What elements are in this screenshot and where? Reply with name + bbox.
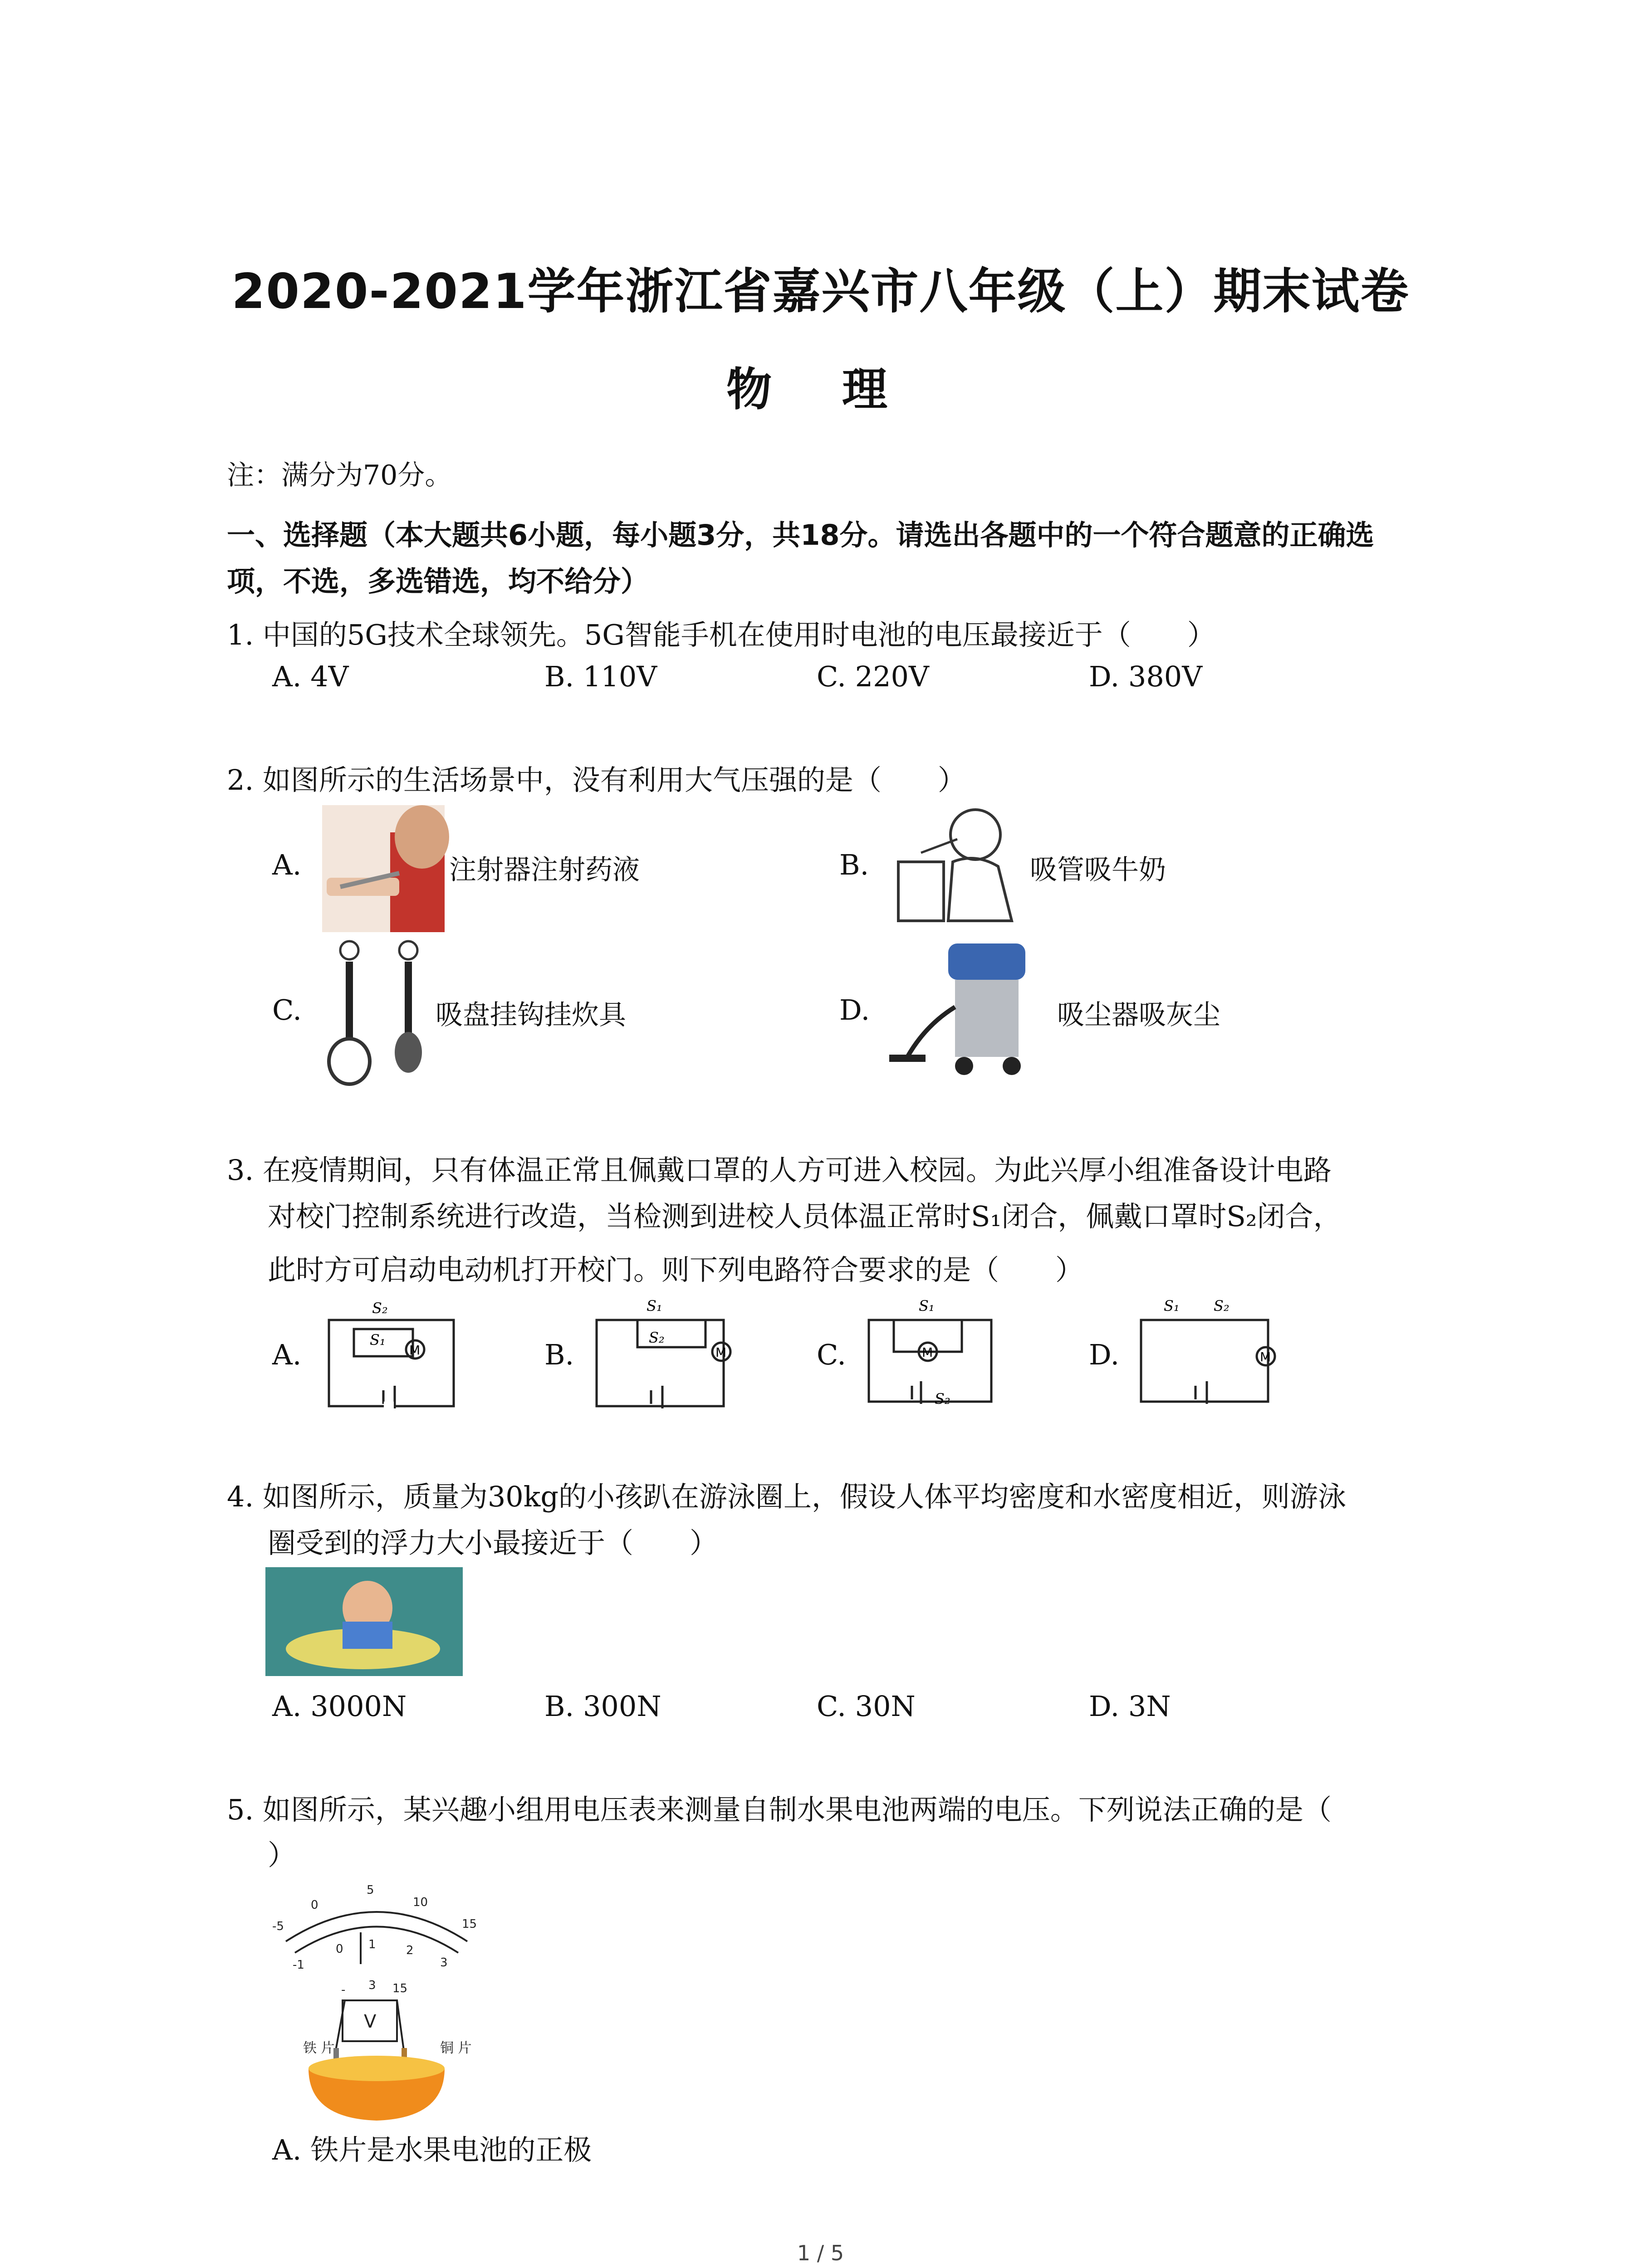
question-2-option-b-label: B. bbox=[839, 848, 869, 881]
question-2-option-c-text: 吸盘挂钩挂炊具 bbox=[436, 999, 626, 1031]
lower-tick-0: 0 bbox=[336, 1942, 343, 1956]
straw-milk-image bbox=[889, 803, 1025, 925]
circuit-diagram-c bbox=[867, 1297, 1003, 1411]
circuit-diagram-b bbox=[594, 1297, 730, 1411]
circuit-diagram-a bbox=[327, 1302, 458, 1411]
lower-tick-2: 2 bbox=[406, 1944, 414, 1957]
question-1-stem: 1. 中国的5G技术全球领先。5G智能手机在使用时电池的电压最接近于（ ） bbox=[227, 618, 1215, 651]
circuit-a-motor-label: M bbox=[409, 1343, 421, 1358]
vacuum-cleaner-image bbox=[889, 934, 1053, 1080]
question-3-stem-line1: 3. 在疫情期间，只有体温正常且佩戴口罩的人方可进入校园。为此兴厚小组准备设计电路 bbox=[227, 1154, 1332, 1187]
question-5-stem-line1: 5. 如图所示，某兴趣小组用电压表来测量自制水果电池两端的电压。下列说法正确的是（ bbox=[227, 1793, 1332, 1826]
question-1-option-a: A. 4V bbox=[272, 660, 349, 693]
question-3-stem-line2: 对校门控制系统进行改造，当检测到进校人员体温正常时S₁闭合，佩戴口罩时S₂闭合， bbox=[268, 1200, 1342, 1233]
circuit-d-s1-label: S₁ bbox=[1164, 1297, 1180, 1315]
circuit-a-s2-label: S₂ bbox=[372, 1300, 388, 1317]
circuit-c-s1-label: S₁ bbox=[919, 1297, 935, 1315]
question-2-option-c-label: C. bbox=[272, 993, 302, 1026]
section-heading-line1: 一、选择题（本大题共6小题，每小题3分，共18分。请选出各题中的一个符合题意的正确选 bbox=[227, 518, 1374, 552]
child-swim-ring-image bbox=[265, 1567, 463, 1676]
page-subtitle: 物 理 bbox=[726, 363, 915, 416]
question-4-stem-line2: 圈受到的浮力大小最接近于（ ） bbox=[268, 1526, 718, 1559]
question-2-stem: 2. 如图所示的生活场景中，没有利用大气压强的是（ ） bbox=[227, 763, 966, 797]
circuit-c-s2-label: S₂ bbox=[935, 1390, 950, 1408]
question-4-option-c: C. 30N bbox=[817, 1690, 916, 1723]
upper-tick-5: 5 bbox=[367, 1883, 374, 1897]
upper-tick-10: 10 bbox=[413, 1896, 428, 1909]
circuit-a-s1-label: S₁ bbox=[370, 1331, 386, 1349]
page-number: 1 / 5 bbox=[797, 2241, 844, 2265]
voltmeter-symbol: V bbox=[364, 2011, 377, 2032]
score-note: 注：满分为70分。 bbox=[227, 459, 452, 491]
page-title: 2020-2021学年浙江省嘉兴市八年级（上）期末试卷 bbox=[231, 264, 1410, 319]
lower-tick-3: 3 bbox=[440, 1956, 448, 1970]
question-4-option-b: B. 300N bbox=[544, 1690, 661, 1723]
section-heading-line2: 项，不选，多选错选，均不给分） bbox=[227, 565, 649, 598]
question-2-option-a-label: A. bbox=[272, 848, 302, 881]
voltmeter-fruit-battery-diagram bbox=[268, 1873, 485, 2127]
question-3-option-c-label: C. bbox=[817, 1338, 846, 1371]
lower-tick-minus1: -1 bbox=[293, 1958, 304, 1972]
circuit-b-motor-label: M bbox=[715, 1345, 727, 1360]
question-1-option-d: D. 380V bbox=[1089, 660, 1203, 693]
terminal-minus: - bbox=[341, 1983, 346, 1997]
question-3-stem-line3: 此时方可启动电动机打开校门。则下列电路符合要求的是（ ） bbox=[268, 1253, 1084, 1286]
circuit-diagram-d bbox=[1139, 1297, 1279, 1411]
upper-tick-15: 15 bbox=[462, 1917, 477, 1931]
question-4-stem-line1: 4. 如图所示，质量为30kg的小孩趴在游泳圈上，假设人体平均密度和水密度相近，则游泳 bbox=[227, 1480, 1347, 1513]
question-2-option-b-text: 吸管吸牛奶 bbox=[1030, 854, 1166, 886]
question-5-option-a: A. 铁片是水果电池的正极 bbox=[272, 2133, 592, 2166]
terminal-3: 3 bbox=[368, 1979, 376, 1992]
question-1-option-c: C. 220V bbox=[817, 660, 929, 693]
question-4-option-a: A. 3000N bbox=[272, 1690, 407, 1723]
upper-tick-0: 0 bbox=[311, 1898, 318, 1912]
question-2-option-d-text: 吸尘器吸灰尘 bbox=[1057, 999, 1220, 1031]
upper-tick-minus5: -5 bbox=[272, 1920, 284, 1933]
circuit-b-s2-label: S₂ bbox=[649, 1329, 665, 1346]
question-3-option-d-label: D. bbox=[1089, 1338, 1120, 1371]
question-2-option-d-label: D. bbox=[839, 993, 870, 1026]
circuit-c-motor-label: M bbox=[922, 1345, 933, 1360]
left-plate-label: 铁 片 bbox=[303, 2040, 335, 2056]
circuit-b-s1-label: S₁ bbox=[647, 1297, 662, 1315]
suction-hook-image bbox=[322, 939, 431, 1089]
lower-tick-1: 1 bbox=[368, 1938, 376, 1951]
circuit-d-s2-label: S₂ bbox=[1214, 1297, 1230, 1315]
terminal-15: 15 bbox=[392, 1982, 408, 1995]
question-5-stem-line2: ） bbox=[268, 1838, 296, 1872]
question-3-option-b-label: B. bbox=[544, 1338, 574, 1371]
right-plate-label: 铜 片 bbox=[440, 2040, 472, 2056]
question-1-option-b: B. 110V bbox=[544, 660, 657, 693]
question-3-option-a-label: A. bbox=[272, 1338, 302, 1371]
syringe-injection-image bbox=[322, 805, 445, 932]
circuit-d-motor-label: M bbox=[1260, 1349, 1271, 1364]
question-4-option-d: D. 3N bbox=[1089, 1690, 1171, 1723]
question-2-option-a-text: 注射器注射药液 bbox=[449, 854, 640, 886]
